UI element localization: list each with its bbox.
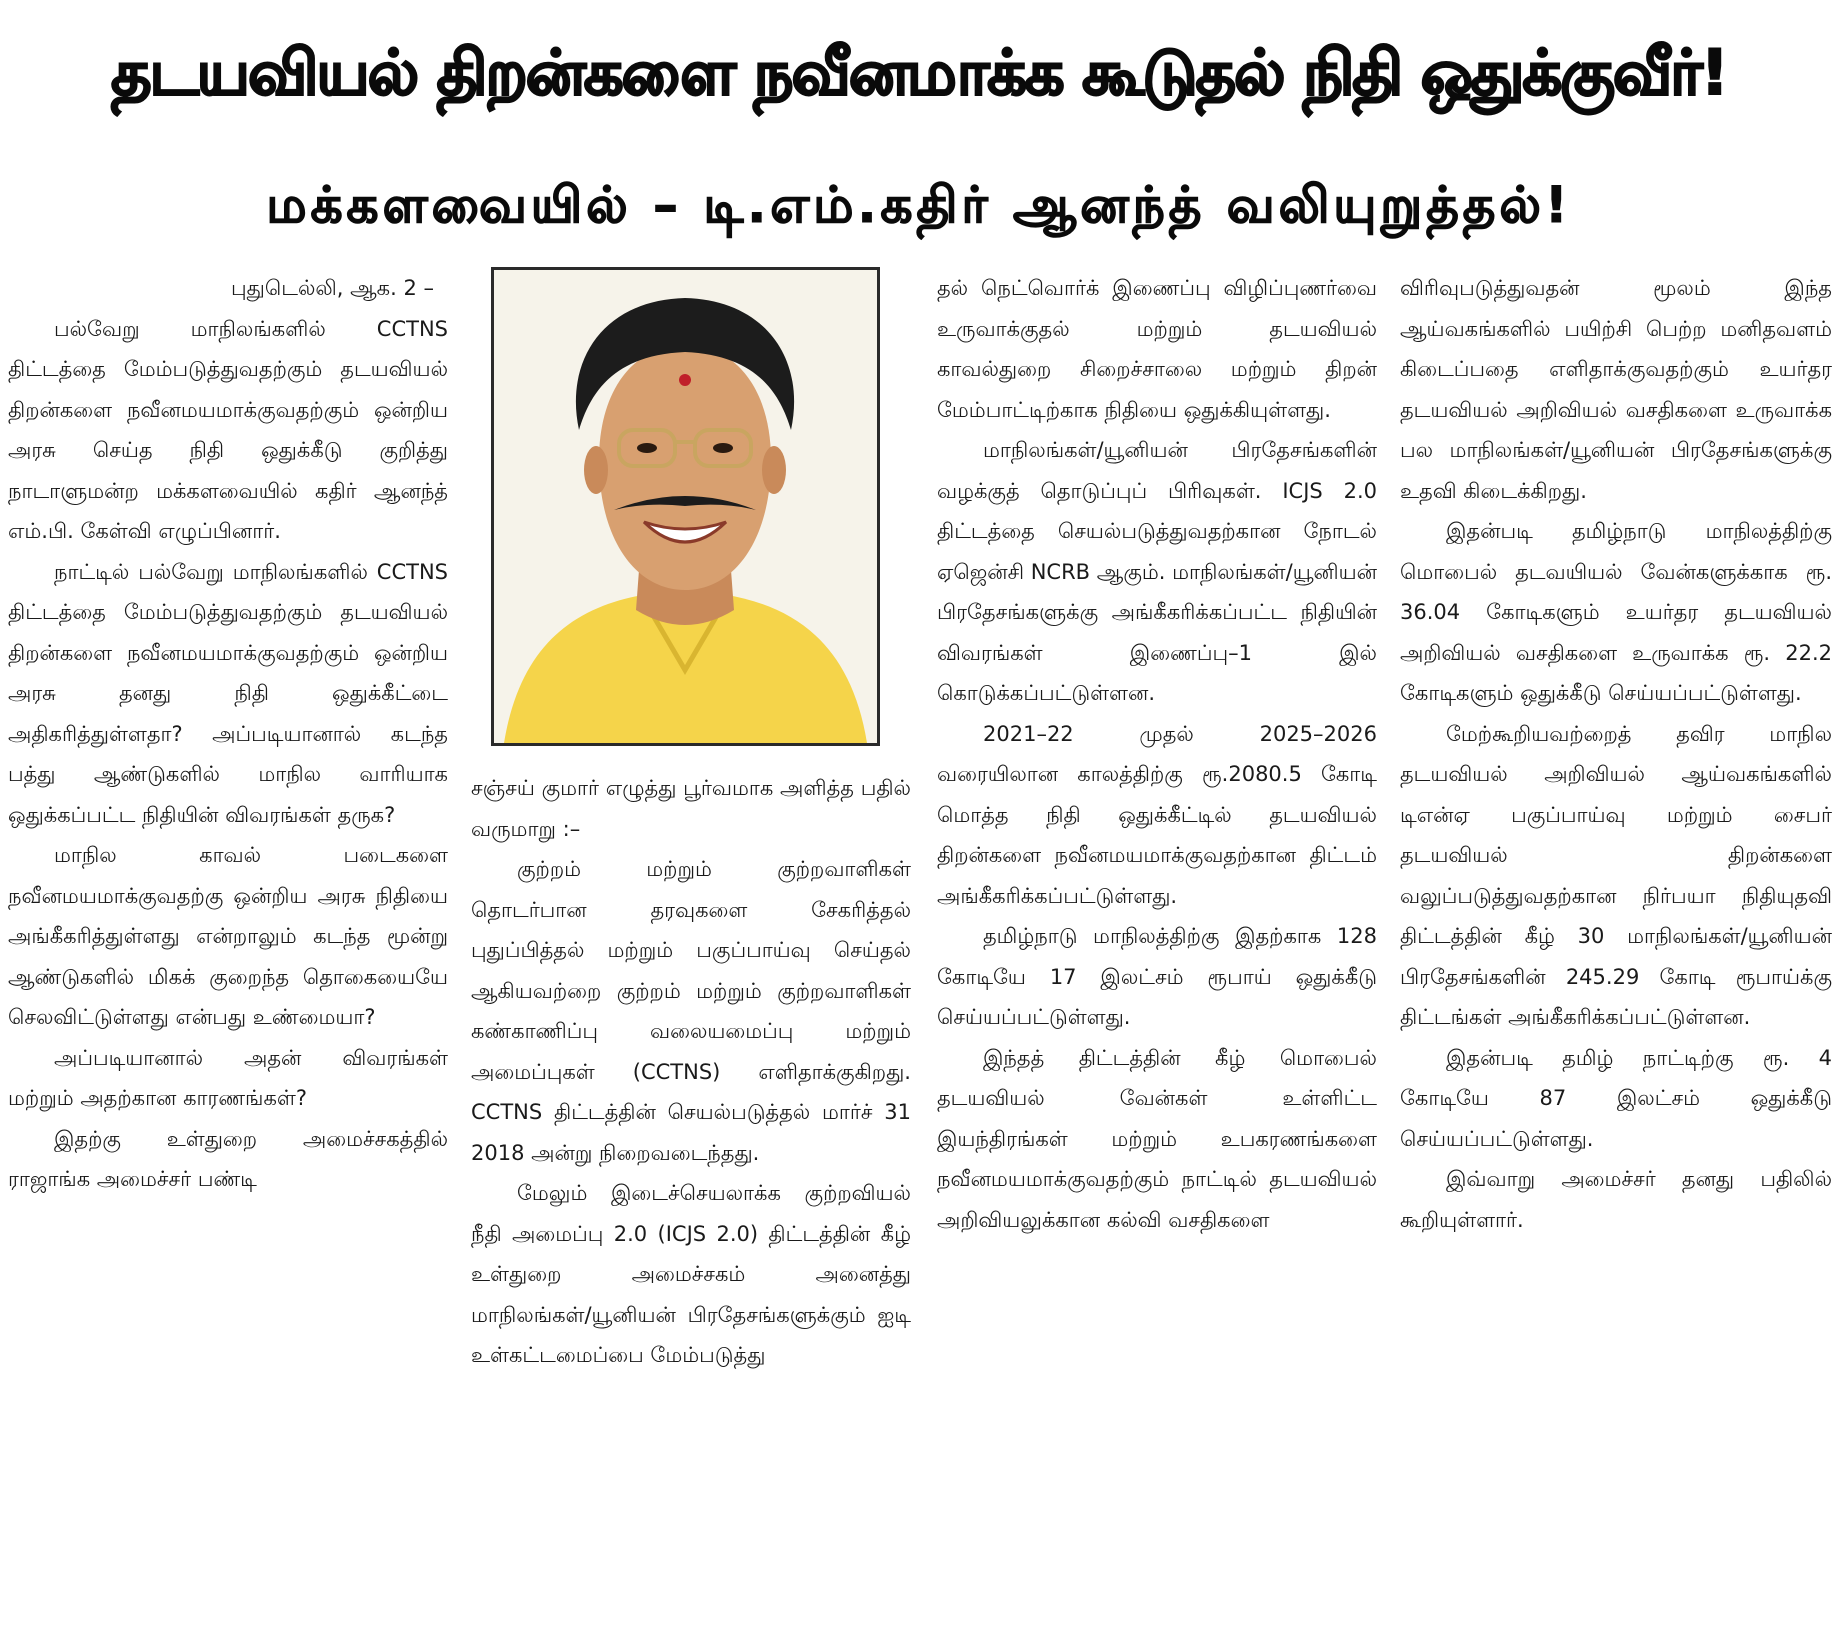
paragraph: பல்வேறு மாநிலங்களில் CCTNS திட்டத்தை மேம்படுத்துவதற்கும் தடயவியல் திறன்களை நவீனமயமாக்குவதற்கும் ஒன்றிய அரசு செய்த நிதி ஒதுக்கீடு குறித்து நாடாளுமன்ற மக்களவையில் கதிர் ஆனந்த் எம்.பி. கேள்வி எழுப்பினார். bbox=[8, 316, 448, 543]
paragraph: அப்படியானால் அதன் விவரங்கள் மற்றும் அதற்கான காரணங்கள்? bbox=[8, 1045, 448, 1110]
paragraph: மாநில காவல் படைகளை நவீனமயமாக்குவதற்கு ஒன்றிய அரசு நிதியை அங்கீகரித்துள்ளது என்றாலும் கடந்த மூன்று ஆண்டுகளில் மிகக் குறைந்த தொகையையே செலவிட்டுள்ளது என்பது உண்மையா? bbox=[8, 843, 448, 1029]
paragraph: இதற்கு உள்துறை அமைச்சகத்தில் ராஜாங்க அமைச்சர் பண்டி bbox=[8, 1126, 448, 1191]
article-column-1 bbox=[8, 268, 448, 1200]
paragraph: மாநிலங்கள்/யூனியன் பிரதேசங்களின் வழக்குத் தொடுப்புப் பிரிவுகள். ICJS 2.0 திட்டத்தை செயல்படுத்துவதற்கான நோடல் ஏஜென்சி NCRB ஆகும். மாநிலங்கள்/யூனியன் பிரதேசங்களுக்கு அங்கீகரிக்கப்பட்ட நிதியின் விவரங்கள் இணைப்பு–1 இல் கொடுக்கப்பட்டுள்ளன. bbox=[937, 438, 1377, 705]
article-column-2 bbox=[471, 768, 911, 1376]
article-column-3 bbox=[937, 268, 1377, 1240]
dateline: புதுடெல்லி, ஆக. 2 – bbox=[231, 276, 434, 300]
paragraph: இதன்படி தமிழ்நாடு மாநிலத்திற்கு மொபைல் தடவயியல் வேன்களுக்காக ரூ. 36.04 கோடிகளும் உயர்தர தடயவியல் அறிவியல் வசதிகளை உருவாக்க ரூ. 22.2 கோடிகளும் ஒதுக்கீடு செய்யப்பட்டுள்ளது. bbox=[1400, 519, 1832, 705]
paragraph: இதன்படி தமிழ் நாட்டிற்கு ரூ. 4 கோடியே 87 இலட்சம் ஒதுக்கீடு செய்யப்பட்டுள்ளது. bbox=[1400, 1045, 1832, 1151]
paragraph: சஞ்சய் குமார் எழுத்து பூர்வமாக அளித்த பதில் வருமாறு :– bbox=[471, 776, 911, 841]
paragraph: குற்றம் மற்றும் குற்றவாளிகள் தொடர்பான தரவுகளை சேகரித்தல் புதுப்பித்தல் மற்றும் பகுப்பாய்வு செய்தல் ஆகியவற்றை குற்றம் மற்றும் குற்றவாளிகள் கண்காணிப்பு வலையமைப்பு மற்றும் அமைப்புகள் (CCTNS) எளிதாக்குகிறது. CCTNS திட்டத்தின் செயல்படுத்தல் மார்ச் 31 2018 அன்று நிறைவடைந்தது. bbox=[471, 857, 911, 1165]
subheadline: மக்களவையில் – டி.எம்.கதிர் ஆனந்த் வலியுறுத்தல்! bbox=[266, 176, 1572, 234]
paragraph: இவ்வாறு அமைச்சர் தனது பதிலில் கூறியுள்ளார். bbox=[1400, 1167, 1832, 1232]
paragraph: 2021–22 முதல் 2025–2026 வரையிலான காலத்திற்கு ரூ.2080.5 கோடி மொத்த நிதி ஒதுக்கீட்டில் தடயவியல் திறன்களை நவீனமயமாக்குவதற்கான திட்டம் அங்கீகரிக்கப்பட்டுள்ளது. bbox=[937, 721, 1377, 908]
paragraph: நாட்டில் பல்வேறு மாநிலங்களில் CCTNS திட்டத்தை மேம்படுத்துவதற்கும் தடயவியல் திறன்களை நவீனமயமாக்குவதற்கும் ஒன்றிய அரசு தனது நிதி ஒதுக்கீட்டை அதிகரித்துள்ளதா? அப்படியானால் கடந்த பத்து ஆண்டுகளில் மாநில வாரியாக ஒதுக்கப்பட்ட நிதியின் விவரங்கள் தருக? bbox=[8, 559, 448, 827]
headline: தடயவியல் திறன்களை நவீனமாக்க கூடுதல் நிதி ஒதுக்குவீர்! bbox=[111, 36, 1727, 109]
paragraph: மேலும் இடைச்செயலாக்க குற்றவியல் நீதி அமைப்பு 2.0 (ICJS 2.0) திட்டத்தின் கீழ் உள்துறை அமைச்சகம் அனைத்து மாநிலங்கள்/யூனியன் பிரதேசங்களுக்கும் ஐடி உள்கட்டமைப்பை மேம்படுத்து bbox=[471, 1181, 911, 1367]
paragraph: இந்தத் திட்டத்தின் கீழ் மொபைல் தடயவியல் வேன்கள் உள்ளிட்ட இயந்திரங்கள் மற்றும் உபகரணங்களை நவீனமயமாக்குவதற்கும் நாட்டில் தடயவியல் அறிவியலுக்கான கல்வி வசதிகளை bbox=[937, 1045, 1377, 1232]
paragraph: மேற்கூறியவற்றைத் தவிர மாநில தடயவியல் அறிவியல் ஆய்வகங்களில் டிஎன்ஏ பகுப்பாய்வு மற்றும் சைபர் தடயவியல் திறன்களை வலுப்படுத்துவதற்கான நிர்பயா நிதியுதவி திட்டத்தின் கீழ் 30 மாநிலங்கள்/யூனியன் பிரதேசங்களின் 245.29 கோடி ரூபாய்க்கு திட்டங்கள் அங்கீகரிக்கப்பட்டுள்ளன. bbox=[1400, 721, 1832, 1029]
paragraph: தமிழ்நாடு மாநிலத்திற்கு இதற்காக 128 கோடியே 17 இலட்சம் ரூபாய் ஒதுக்கீடு செய்யப்பட்டுள்ளது. bbox=[937, 924, 1377, 1029]
paragraph: தல் நெட்வொர்க் இணைப்பு விழிப்புணர்வை உருவாக்குதல் மற்றும் தடயவியல் காவல்துறை சிறைச்சாலை மற்றும் திறன் மேம்பாட்டிற்காக நிதியை ஒதுக்கியுள்ளது. bbox=[937, 276, 1377, 422]
article-column-4 bbox=[1400, 268, 1832, 1240]
portrait-illustration bbox=[494, 270, 877, 743]
paragraph: விரிவுபடுத்துவதன் மூலம் இந்த ஆய்வகங்களில் பயிற்சி பெற்ற மனிதவளம் கிடைப்பதை எளிதாக்குவதற்கும் உயர்தர தடயவியல் அறிவியல் வசதிகளை உருவாக்க பல மாநிலங்கள்/யூனியன் பிரதேசங்களுக்கு உதவி கிடைக்கிறது. bbox=[1400, 276, 1832, 503]
mp-portrait-photo bbox=[491, 267, 880, 746]
